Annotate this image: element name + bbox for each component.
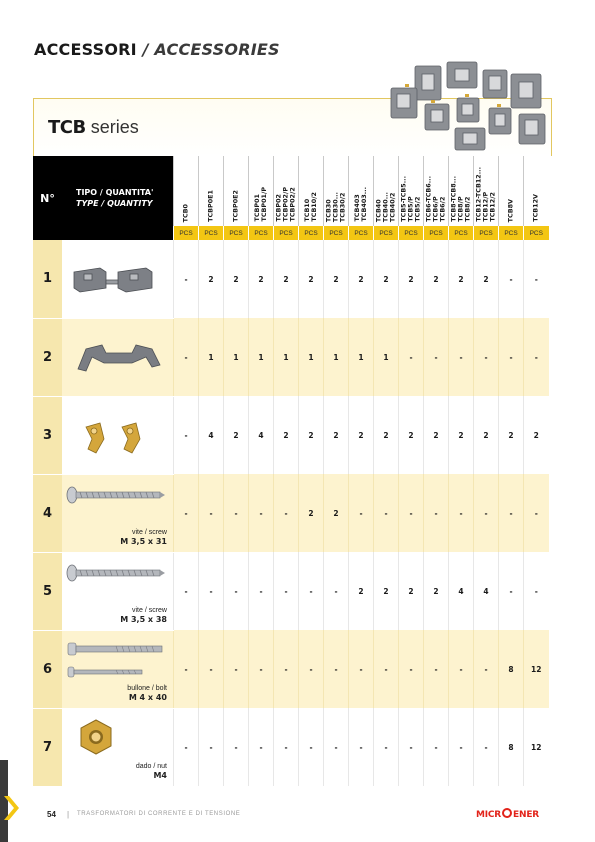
quantity-cell: - xyxy=(474,630,499,708)
quantity-cell: - xyxy=(274,552,299,630)
column-header-label: TCB8V xyxy=(506,198,515,222)
column-header xyxy=(174,156,199,226)
brand-o-icon xyxy=(502,808,512,818)
column-header xyxy=(399,156,424,226)
quantity-cell: 2 xyxy=(299,240,324,318)
column-header-label: TCBP02 TCBP02/P TCBP02/2 xyxy=(274,187,297,222)
accessory-picture-cell xyxy=(62,396,174,474)
accessory-picture-cell xyxy=(62,240,174,318)
column-header xyxy=(199,156,224,226)
quantity-cell: - xyxy=(349,474,374,552)
quantity-cell: - xyxy=(224,552,249,630)
quantity-cell: 1 xyxy=(324,318,349,396)
unit-cell: PCS xyxy=(374,226,399,240)
column-header-label: TCB403 TCB403... xyxy=(353,187,368,222)
quantity-cell: - xyxy=(174,240,199,318)
title-separator: / xyxy=(136,40,155,59)
quantity-cell: - xyxy=(174,318,199,396)
header-type-en: TYPE / QUANTITY xyxy=(76,199,153,208)
quantity-cell: 2 xyxy=(374,396,399,474)
quantity-cell: - xyxy=(424,708,449,786)
row-number: 7 xyxy=(33,708,62,786)
quantity-cell: 2 xyxy=(449,240,474,318)
unit-cell: PCS xyxy=(174,226,199,240)
quantity-cell: - xyxy=(174,552,199,630)
quantity-cell: - xyxy=(224,708,249,786)
quantity-cell: 8 xyxy=(499,708,524,786)
quantity-cell: 2 xyxy=(299,396,324,474)
footer-separator: | xyxy=(67,810,70,819)
quantity-cell: - xyxy=(249,474,274,552)
column-header-label: TCB8-TCB8... TCB8/P TCB8/2 xyxy=(449,176,472,222)
accessory-caption-text: dado / nut xyxy=(135,762,167,770)
quantity-cell: 2 xyxy=(274,240,299,318)
quantity-cell: 4 xyxy=(249,396,274,474)
accessory-caption-text: bullone / bolt xyxy=(127,684,167,692)
series-prefix: TCB xyxy=(48,117,86,138)
quantity-cell: 2 xyxy=(424,396,449,474)
quantity-cell: - xyxy=(249,552,274,630)
title-it: ACCESSORI xyxy=(34,40,137,59)
accessory-dimension: M4 xyxy=(153,770,167,780)
screw-icon xyxy=(66,563,166,585)
quantity-cell: 1 xyxy=(224,318,249,396)
quantity-cell: 2 xyxy=(374,552,399,630)
column-header xyxy=(524,156,549,226)
column-header xyxy=(349,156,374,226)
quantity-cell: - xyxy=(449,318,474,396)
quantity-cell: 4 xyxy=(449,552,474,630)
accessory-picture-cell xyxy=(62,474,174,552)
quantity-cell: - xyxy=(524,240,549,318)
quantity-cell: - xyxy=(399,474,424,552)
quantity-cell: - xyxy=(224,474,249,552)
accessory-dimension: M 3,5 x 38 xyxy=(120,614,167,624)
table-row xyxy=(33,240,549,318)
quantity-cell: - xyxy=(349,708,374,786)
side-chevron-icon xyxy=(0,760,24,842)
column-header xyxy=(224,156,249,226)
quantity-cell: 2 xyxy=(449,396,474,474)
brand-logo xyxy=(476,808,539,820)
unit-cell: PCS xyxy=(499,226,524,240)
unit-cell: PCS xyxy=(524,226,549,240)
quantity-cell: 2 xyxy=(399,240,424,318)
column-header xyxy=(249,156,274,226)
unit-cell: PCS xyxy=(399,226,424,240)
quantity-cell: - xyxy=(374,474,399,552)
quantity-cell: - xyxy=(274,474,299,552)
quantity-cell: 2 xyxy=(474,240,499,318)
accessories-table-wrap xyxy=(33,156,549,787)
table-row xyxy=(33,552,549,630)
quantity-cell: - xyxy=(499,552,524,630)
quantity-cell: 2 xyxy=(224,396,249,474)
quantity-cell: - xyxy=(424,318,449,396)
quantity-cell: 2 xyxy=(324,240,349,318)
quantity-cell: 2 xyxy=(324,474,349,552)
quantity-cell: - xyxy=(399,318,424,396)
bolt-icon xyxy=(66,639,166,685)
quantity-cell: - xyxy=(174,474,199,552)
page-title xyxy=(34,40,280,59)
quantity-cell: - xyxy=(274,630,299,708)
unit-cell: PCS xyxy=(449,226,474,240)
table-row xyxy=(33,474,549,552)
hex-nut-icon xyxy=(76,717,116,759)
column-header xyxy=(499,156,524,226)
unit-cell: PCS xyxy=(224,226,249,240)
quantity-cell: - xyxy=(449,708,474,786)
column-header-label: TCBP0E2 xyxy=(231,190,240,222)
quantity-cell: - xyxy=(224,630,249,708)
quantity-cell: - xyxy=(499,240,524,318)
row-number: 4 xyxy=(33,474,62,552)
quantity-cell: 2 xyxy=(224,240,249,318)
quantity-cell: 2 xyxy=(349,396,374,474)
column-header xyxy=(274,156,299,226)
quantity-cell: 2 xyxy=(424,552,449,630)
column-header-label: TCB30 TCB30... TCB30/2 xyxy=(324,191,347,222)
quantity-cell: - xyxy=(399,708,424,786)
quantity-cell: 2 xyxy=(524,396,549,474)
header-type-it: TIPO / QUANTITA' xyxy=(76,188,154,197)
column-header xyxy=(299,156,324,226)
quantity-cell: - xyxy=(474,474,499,552)
quantity-cell: 1 xyxy=(349,318,374,396)
row-number: 3 xyxy=(33,396,62,474)
row-number: 6 xyxy=(33,630,62,708)
quantity-cell: - xyxy=(524,552,549,630)
quantity-cell: 1 xyxy=(249,318,274,396)
accessory-picture-cell xyxy=(62,630,174,708)
din-clip-icon xyxy=(72,335,164,381)
quantity-cell: 4 xyxy=(474,552,499,630)
column-header-label: TCBP0E1 xyxy=(206,190,215,222)
quantity-cell: - xyxy=(399,630,424,708)
quantity-cell: 2 xyxy=(374,240,399,318)
quantity-cell: 4 xyxy=(199,396,224,474)
quantity-cell: 12 xyxy=(524,708,549,786)
header-number: N° xyxy=(33,156,62,240)
unit-cell: PCS xyxy=(274,226,299,240)
page-number: 54 xyxy=(47,810,56,819)
accessory-picture-cell xyxy=(62,552,174,630)
quantity-cell: 2 xyxy=(299,474,324,552)
column-header xyxy=(474,156,499,226)
quantity-cell: - xyxy=(174,708,199,786)
column-header xyxy=(449,156,474,226)
quantity-cell: - xyxy=(374,630,399,708)
column-header-label: TCB0 xyxy=(181,203,190,222)
accessory-caption-text: vite / screw xyxy=(131,528,167,536)
column-header-label: TCB12-TCB12... TCB12/P TCB12/2 xyxy=(474,167,497,222)
quantity-cell: 2 xyxy=(474,396,499,474)
quantity-cell: 2 xyxy=(399,552,424,630)
series-suffix: series xyxy=(85,117,139,137)
quantity-cell: - xyxy=(424,630,449,708)
terminal-bracket-icon xyxy=(70,260,158,302)
quantity-cell: - xyxy=(374,708,399,786)
unit-cell: PCS xyxy=(199,226,224,240)
quantity-cell: - xyxy=(299,552,324,630)
column-header-label: TCB5-TCB5... TCB5/P TCB5/2 xyxy=(399,176,422,222)
quantity-cell: - xyxy=(199,552,224,630)
quantity-cell: 1 xyxy=(299,318,324,396)
brand-left: MICR xyxy=(476,810,502,820)
quantity-cell: - xyxy=(324,552,349,630)
unit-cell: PCS xyxy=(249,226,274,240)
quantity-cell: - xyxy=(449,474,474,552)
unit-cell: PCS xyxy=(474,226,499,240)
quantity-cell: - xyxy=(324,630,349,708)
quantity-cell: 2 xyxy=(499,396,524,474)
accessory-picture-cell xyxy=(62,318,174,396)
quantity-cell: - xyxy=(424,474,449,552)
table-row xyxy=(33,396,549,474)
quantity-cell: - xyxy=(299,708,324,786)
quantity-cell: 1 xyxy=(374,318,399,396)
accessory-caption-text: vite / screw xyxy=(131,606,167,614)
quantity-cell: 1 xyxy=(199,318,224,396)
row-number: 1 xyxy=(33,240,62,318)
quantity-cell: - xyxy=(499,474,524,552)
column-header xyxy=(324,156,349,226)
row-number: 2 xyxy=(33,318,62,396)
quantity-cell: 2 xyxy=(424,240,449,318)
accessory-picture-cell xyxy=(62,708,174,786)
footer-text: TRASFORMATORI DI CORRENTE E DI TENSIONE xyxy=(77,811,241,817)
column-header xyxy=(424,156,449,226)
product-photo xyxy=(385,60,553,156)
quantity-cell: 2 xyxy=(349,552,374,630)
quantity-cell: 8 xyxy=(499,630,524,708)
column-header-label: TCB10 TCB10/2 xyxy=(303,192,318,222)
accessory-caption xyxy=(136,762,167,780)
title-en: ACCESSORIES xyxy=(154,40,280,59)
accessory-dimension: M 3,5 x 31 xyxy=(120,536,167,546)
quantity-cell: 1 xyxy=(274,318,299,396)
quantity-cell: - xyxy=(199,474,224,552)
quantity-cell: - xyxy=(274,708,299,786)
header-type xyxy=(62,156,174,240)
accessory-caption xyxy=(127,684,167,702)
table-row xyxy=(33,630,549,708)
accessory-dimension: M 4 x 40 xyxy=(128,692,167,702)
unit-cell: PCS xyxy=(424,226,449,240)
brass-terminal-icon xyxy=(76,413,156,459)
quantity-cell: 12 xyxy=(524,630,549,708)
quantity-cell: - xyxy=(524,318,549,396)
column-header xyxy=(374,156,399,226)
quantity-cell: 2 xyxy=(199,240,224,318)
table-row xyxy=(33,708,549,786)
unit-cell: PCS xyxy=(324,226,349,240)
quantity-cell: - xyxy=(474,318,499,396)
brand-right: ENER xyxy=(513,810,540,820)
quantity-cell: 2 xyxy=(399,396,424,474)
quantity-cell: - xyxy=(524,474,549,552)
column-header-label: TCB40 TCB40... TCB40/2 xyxy=(374,191,397,222)
quantity-cell: - xyxy=(199,708,224,786)
accessories-table xyxy=(33,156,549,787)
series-title xyxy=(48,117,139,138)
screw-icon xyxy=(66,485,166,507)
quantity-cell: - xyxy=(474,708,499,786)
quantity-cell: - xyxy=(499,318,524,396)
quantity-cell: - xyxy=(174,396,199,474)
accessory-caption xyxy=(120,606,167,624)
column-header-label: TCB6-TCB6... TCB6/P TCB6/2 xyxy=(424,176,447,222)
quantity-cell: - xyxy=(299,630,324,708)
quantity-cell: - xyxy=(449,630,474,708)
quantity-cell: 2 xyxy=(324,396,349,474)
quantity-cell: 2 xyxy=(249,240,274,318)
quantity-cell: - xyxy=(174,630,199,708)
quantity-cell: - xyxy=(249,708,274,786)
table-row xyxy=(33,318,549,396)
quantity-cell: - xyxy=(324,708,349,786)
quantity-cell: - xyxy=(349,630,374,708)
accessory-caption xyxy=(120,528,167,546)
row-number: 5 xyxy=(33,552,62,630)
unit-cell: PCS xyxy=(299,226,324,240)
quantity-cell: 2 xyxy=(349,240,374,318)
column-header-label: TCBP01 TCBP01/P xyxy=(253,187,268,222)
quantity-cell: - xyxy=(249,630,274,708)
column-header-label: TCB12V xyxy=(531,194,540,222)
quantity-cell: - xyxy=(199,630,224,708)
unit-cell: PCS xyxy=(349,226,374,240)
quantity-cell: 2 xyxy=(274,396,299,474)
